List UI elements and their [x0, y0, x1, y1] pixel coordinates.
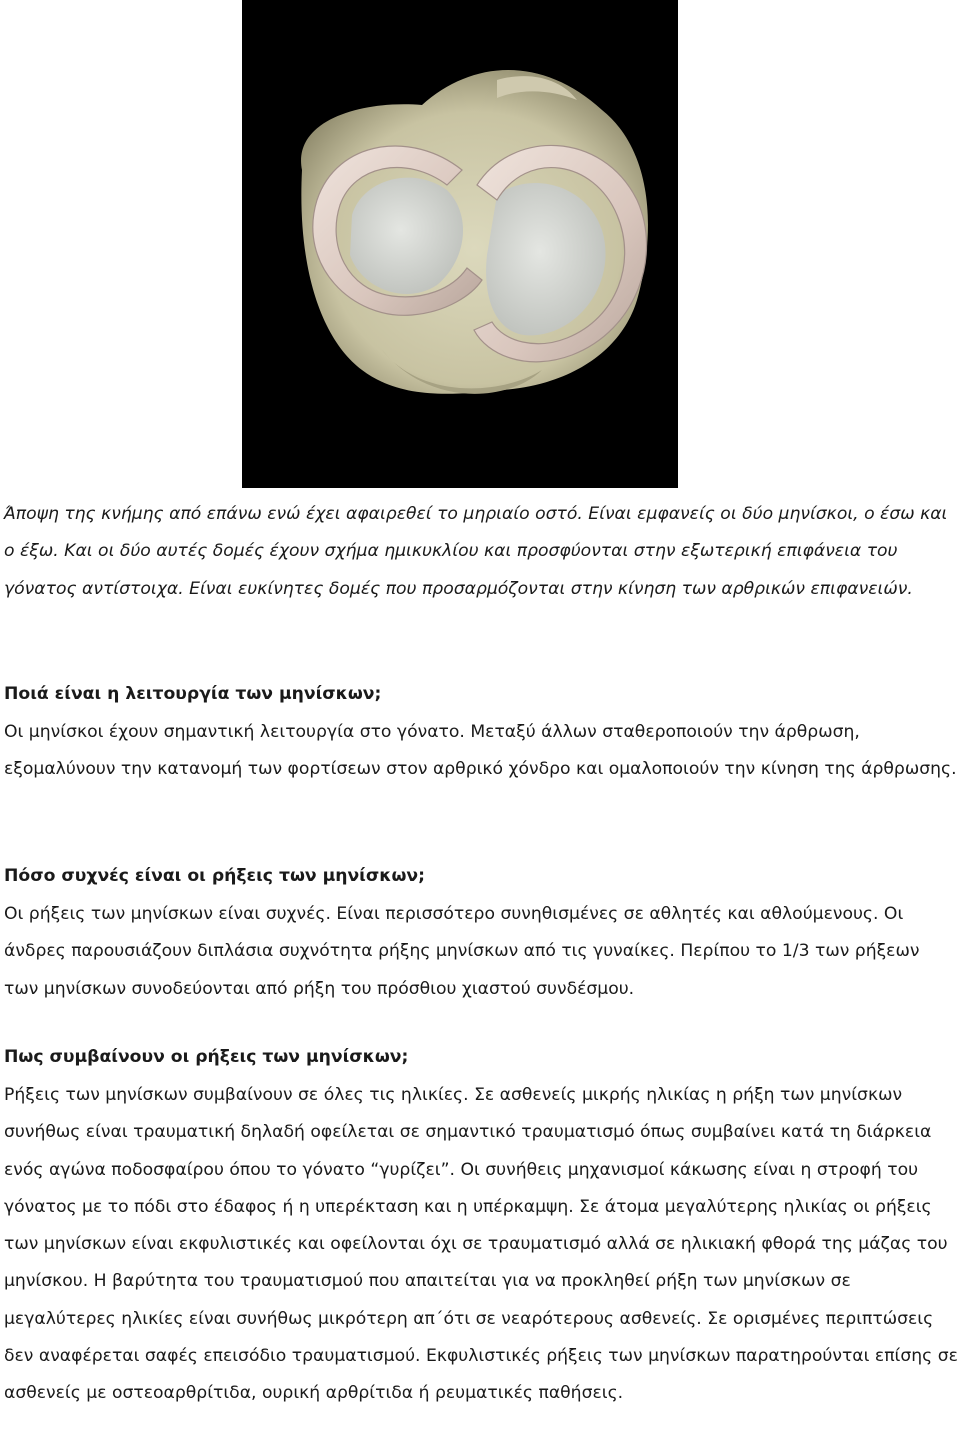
section-heading-mechanism: Πως συμβαίνουν οι ρήξεις των μηνίσκων; [4, 1047, 409, 1067]
section-heading-function: Ποιά είναι η λειτουργία των μηνίσκων; [4, 684, 382, 704]
knee-menisci-illustration [242, 0, 678, 488]
section-body-frequency: Οι ρήξεις των μηνίσκων είναι συχνές. Είναι περισσότερο συνηθισμένες σε αθλητές και αθλούμενους. Οι άνδρες παρουσιάζουν διπλάσια συχνότητα ρήξης μηνίσκων από τις γυναίκες. Περίπου το 1/3 των ρήξεων των μηνίσκων συνοδεύονται από ρήξη του πρόσθιου χιαστού συνδέσμου. [4, 904, 920, 999]
section-body-function: Οι μηνίσκοι έχουν σημαντική λειτουργία στο γόνατο. Μεταξύ άλλων σταθεροποιούν την άρθρωση, εξομαλύνουν την κατανομή των φορτίσεων στον αρθρικό χόνδρο και ομαλοποιούν την κίνηση της άρθρωσης. [4, 722, 957, 780]
section-heading-frequency: Πόσο συχνές είναι οι ρήξεις των μηνίσκων; [4, 866, 425, 886]
knee-menisci-illustration-icon [242, 0, 678, 488]
figure-caption: Άποψη της κνήμης από επάνω ενώ έχει αφαιρεθεί το μηριαίο οστό. Είναι εμφανείς οι δύο μηνίσκοι, ο έσω και ο έξω. Και οι δύο αυτές δομές έχουν σχήμα ημικυκλίου και προσφύονται στην εξωτερική επιφάνεια του γόνατος αντίστοιχα. Είναι ευκίνητες δομές που προσαρμόζονται στην κίνηση των αρθρικών επιφανειών. [4, 504, 948, 599]
section-body-mechanism: Ρήξεις των μηνίσκων συμβαίνουν σε όλες τις ηλικίες. Σε ασθενείς μικρής ηλικίας η ρήξη των μηνίσκων συνήθως είναι τραυματική δηλαδή οφείλεται σε σημαντικό τραυματισμό όπως συμβαίνει κατά τη διάρκεια ενός αγώνα ποδοσφαίρου όπου το γόνατο “γυρίζει”. Οι συνήθεις μηχανισμοί κάκωσης είναι η στροφή του γόνατος με το πόδι στο έδαφος ή η υπερέκταση και η υπέρκαμψη. Σε άτομα μεγαλύτερης ηλικίας οι ρήξεις των μηνίσκων είναι εκφυλιστικές και οφείλονται όχι σε τραυματισμό αλλά σε ηλικιακή φθορά της μάζας του μηνίσκου. Η βαρύτητα του τραυματισμού που απαιτείται για να προκληθεί ρήξη των μηνίσκων σε μεγαλύτερες ηλικίες είναι συνήθως μικρότερη απ΄ότι σε νεαρότερους ασθενείς. Σε ορισμένες περιπτώσεις δεν αναφέρεται σαφές επεισόδιο τραυματισμού. Εκφυλιστικές ρήξεις των μηνίσκων παρατηρούνται επίσης σε ασθενείς με οστεοαρθρίτιδα, ουρική αρθρίτιδα ή ρευματικές παθήσεις. [4, 1085, 958, 1404]
